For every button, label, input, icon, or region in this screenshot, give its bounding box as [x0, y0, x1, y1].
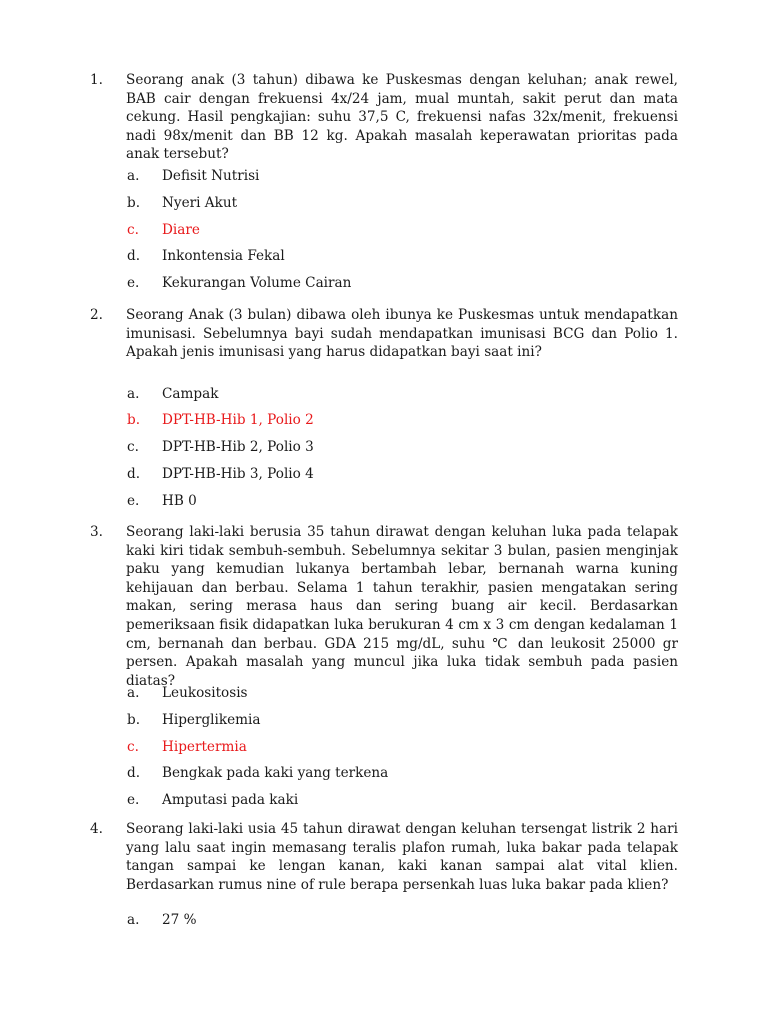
option-text: DPT-HB-Hib 2, Polio 3: [162, 439, 314, 455]
option-1a: [0, 166, 768, 186]
option-1b: [0, 193, 768, 213]
option-text: Campak: [162, 386, 219, 402]
option-1d: [0, 246, 768, 266]
option-letter: a.: [127, 912, 140, 928]
option-text: 27 %: [162, 912, 197, 928]
option-2d: [0, 464, 768, 484]
option-text: Diare: [162, 222, 200, 238]
option-letter: c.: [127, 439, 139, 455]
option-letter: d.: [127, 466, 141, 482]
option-3c-correct: [0, 737, 768, 757]
option-text: Bengkak pada kaki yang terkena: [162, 765, 389, 781]
option-letter: a.: [127, 168, 140, 184]
option-2a: [0, 384, 768, 404]
question-text: Seorang laki-laki usia 45 tahun dirawat dengan keluhan tersengat listrik 2 hari yang lalu saat ingin memasang teralis plafon rumah, luka bakar pada telapak tangan sampai ke lengan kanan, kaki kanan sampai alat vital klien. Berdasarkan rumus nine of rule berapa persenkah luas luka bakar pada klien?: [126, 821, 678, 893]
option-letter: e.: [127, 493, 140, 509]
option-4a: [0, 910, 768, 930]
option-letter: e.: [127, 275, 140, 291]
option-text: DPT-HB-Hib 3, Polio 4: [162, 466, 314, 482]
question-number: 4.: [90, 821, 103, 837]
option-text: Nyeri Akut: [162, 195, 238, 211]
option-text: Amputasi pada kaki: [162, 792, 299, 808]
option-letter: a.: [127, 386, 140, 402]
option-letter: c.: [127, 222, 139, 238]
question-number: 1.: [90, 72, 103, 88]
option-text: Hipertermia: [162, 739, 247, 755]
option-text: Hiperglikemia: [162, 712, 261, 728]
option-letter: b.: [127, 712, 141, 728]
option-letter: b.: [127, 195, 141, 211]
option-text: DPT-HB-Hib 1, Polio 2: [162, 412, 314, 428]
option-1e: [0, 273, 768, 293]
option-letter: c.: [127, 739, 139, 755]
option-text: Inkontensia Fekal: [162, 248, 285, 264]
option-text: HB 0: [162, 493, 197, 509]
option-3b: [0, 710, 768, 730]
option-letter: b.: [127, 412, 141, 428]
option-letter: e.: [127, 792, 140, 808]
option-letter: d.: [127, 248, 141, 264]
question-text: Seorang laki-laki berusia 35 tahun dirawat dengan keluhan luka pada telapak kaki kiri tidak sembuh-sembuh. Sebelumnya sekitar 3 bulan, pasien menginjak paku yang kemudian lukanya bertambah lebar, bernanah warna kuning kehijauan dan berbau. Selama 1 tahun terakhir, pasien mengatakan sering makan, sering merasa haus dan sering buang air kecil. Berdasarkan pemeriksaan fisik didapatkan luka berukuran 4 cm x 3 cm dengan kedalaman 1 cm, bernanah dan berbau. GDA 215 mg/dL, suhu ℃ dan leukosit 25000 gr persen. Apakah masalah yang muncul jika luka tidak sembuh pada pasien diatas?: [126, 524, 678, 689]
option-text: Leukositosis: [162, 685, 248, 701]
question-number: 2.: [90, 307, 103, 323]
option-2b-correct: [0, 410, 768, 430]
option-text: Kekurangan Volume Cairan: [162, 275, 352, 291]
option-3e: [0, 790, 768, 810]
option-3a: [0, 683, 768, 703]
option-letter: a.: [127, 685, 140, 701]
question-number: 3.: [90, 524, 103, 540]
option-3d: [0, 763, 768, 783]
option-text: Defisit Nutrisi: [162, 168, 260, 184]
option-2c: [0, 437, 768, 457]
option-letter: d.: [127, 765, 141, 781]
option-1c-correct: [0, 220, 768, 240]
option-2e: [0, 491, 768, 511]
question-text: Seorang anak (3 tahun) dibawa ke Puskesmas dengan keluhan; anak rewel, BAB cair dengan frekuensi 4x/24 jam, mual muntah, sakit perut dan mata cekung. Hasil pengkajian: suhu 37,5 C, frekuensi nafas 32x/menit, frekuensi nadi 98x/menit dan BB 12 kg. Apakah masalah keperawatan prioritas pada anak tersebut?: [126, 72, 678, 163]
question-text: Seorang Anak (3 bulan) dibawa oleh ibunya ke Puskesmas untuk mendapatkan imunisasi. Sebelumnya bayi sudah mendapatkan imunisasi BCG dan Polio 1. Apakah jenis imunisasi yang harus didapatkan bayi saat ini?: [126, 307, 678, 361]
